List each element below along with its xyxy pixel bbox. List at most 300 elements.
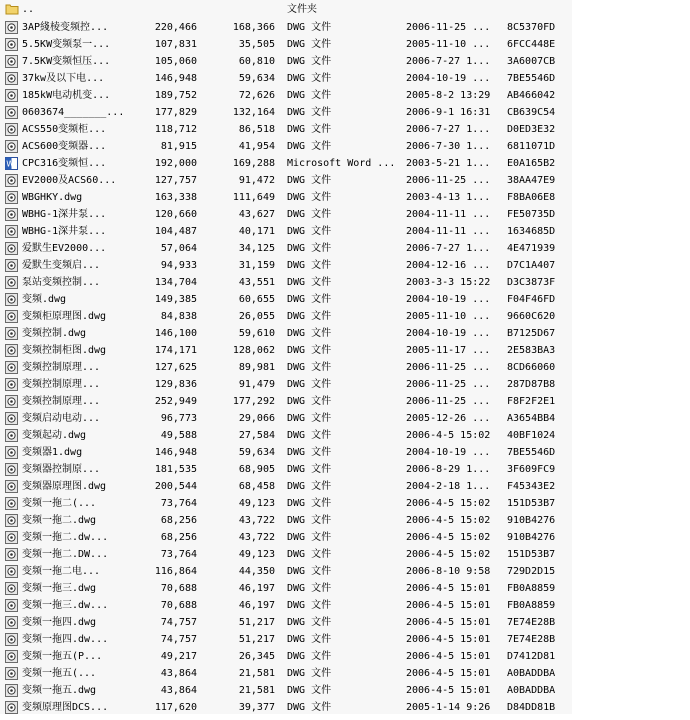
- file-crc: 910B4276: [507, 532, 556, 543]
- dwg-file-icon: [5, 174, 18, 187]
- file-row[interactable]: [0, 359, 572, 376]
- file-modified: 2006-4-5 15:02: [406, 532, 491, 543]
- file-size: 252,949: [154, 396, 197, 407]
- file-packed-size: 27,584: [238, 430, 275, 441]
- file-modified: 2004-10-19 ...: [406, 73, 491, 84]
- file-packed-size: 26,055: [238, 311, 275, 322]
- file-crc: 8C5370FD: [507, 22, 556, 33]
- file-type: DWG 文件: [287, 192, 332, 203]
- dwg-file-icon: [5, 599, 18, 612]
- file-crc: 2E583BA3: [507, 345, 556, 356]
- dwg-file-icon: [5, 225, 18, 238]
- file-row[interactable]: [0, 376, 572, 393]
- file-modified: 2006-4-5 15:01: [406, 651, 491, 662]
- file-crc: 3A6007CB: [507, 56, 556, 67]
- dwg-file-icon: [5, 276, 18, 289]
- file-packed-size: 43,551: [238, 277, 275, 288]
- file-type: DWG 文件: [287, 532, 332, 543]
- file-size: 84,838: [160, 311, 197, 322]
- file-row[interactable]: [0, 342, 572, 359]
- file-packed-size: 60,810: [238, 56, 275, 67]
- file-size: 177,829: [154, 107, 197, 118]
- file-name: WBHG-1深井泵...: [22, 209, 107, 220]
- file-crc: 151D53B7: [507, 498, 556, 509]
- file-type: DWG 文件: [287, 362, 332, 373]
- file-row[interactable]: [0, 478, 572, 495]
- file-modified: 2005-11-10 ...: [406, 311, 491, 322]
- file-packed-size: 35,505: [238, 39, 275, 50]
- dwg-file-icon: [5, 667, 18, 680]
- file-type: DWG 文件: [287, 226, 332, 237]
- file-crc: 7E74E28B: [507, 617, 556, 628]
- file-modified: 2005-11-10 ...: [406, 39, 491, 50]
- file-size: 68,256: [160, 532, 197, 543]
- file-name: 变频.dwg: [22, 294, 67, 305]
- file-type: DWG 文件: [287, 56, 332, 67]
- file-packed-size: 46,197: [238, 600, 275, 611]
- file-row[interactable]: [0, 240, 572, 257]
- file-crc: A0BADDBA: [507, 685, 556, 696]
- file-size: 73,764: [160, 549, 197, 560]
- dwg-file-icon: [5, 633, 18, 646]
- file-crc: 38AA47E9: [507, 175, 556, 186]
- file-row[interactable]: [0, 70, 572, 87]
- file-type: DWG 文件: [287, 617, 332, 628]
- file-size: 174,171: [154, 345, 197, 356]
- file-size: 74,757: [160, 634, 197, 645]
- file-row[interactable]: [0, 393, 572, 410]
- file-size: 127,757: [154, 175, 197, 186]
- file-modified: 2004-12-16 ...: [406, 260, 491, 271]
- file-size: 94,933: [160, 260, 197, 271]
- file-name: 变频一拖二.dwg: [22, 515, 97, 526]
- file-type: DWG 文件: [287, 328, 332, 339]
- file-row[interactable]: [0, 121, 572, 138]
- file-type: DWG 文件: [287, 413, 332, 424]
- file-row[interactable]: [0, 223, 572, 240]
- file-modified: 2006-4-5 15:02: [406, 549, 491, 560]
- file-row[interactable]: [0, 563, 572, 580]
- file-name: 变频控制原理...: [22, 396, 101, 407]
- file-name: 变频控制原理...: [22, 379, 101, 390]
- file-type: DWG 文件: [287, 447, 332, 458]
- file-packed-size: 91,472: [238, 175, 275, 186]
- file-size: 96,773: [160, 413, 197, 424]
- file-modified: 2006-9-1 16:31: [406, 107, 491, 118]
- file-modified: 2006-7-27 1...: [406, 56, 491, 67]
- dwg-file-icon: [5, 531, 18, 544]
- file-packed-size: 128,062: [232, 345, 275, 356]
- dwg-file-icon: [5, 344, 18, 357]
- file-row[interactable]: [0, 461, 572, 478]
- file-crc: 3F609FC9: [507, 464, 556, 475]
- file-packed-size: 46,197: [238, 583, 275, 594]
- file-size: 146,948: [154, 447, 197, 458]
- file-row[interactable]: [0, 699, 572, 716]
- file-name: 变频一拖三.dwg: [22, 583, 97, 594]
- parent-folder-name: ..: [22, 4, 35, 15]
- file-name: 变频原理图DCS...: [22, 702, 109, 713]
- file-row[interactable]: [0, 138, 572, 155]
- dwg-file-icon: [5, 429, 18, 442]
- file-modified: 2003-3-3 15:22: [406, 277, 491, 288]
- file-name: 变频一拖四.dwg: [22, 617, 97, 628]
- file-crc: D0ED3E32: [507, 124, 556, 135]
- file-modified: 2006-4-5 15:01: [406, 668, 491, 679]
- file-name: 爱默生变频启...: [22, 260, 101, 271]
- file-row[interactable]: [0, 291, 572, 308]
- file-modified: 2003-4-13 1...: [406, 192, 491, 203]
- file-packed-size: 177,292: [232, 396, 275, 407]
- dwg-file-icon: [5, 191, 18, 204]
- file-name: EV2000及ACS60...: [22, 175, 117, 186]
- file-size: 107,831: [154, 39, 197, 50]
- file-size: 43,864: [160, 685, 197, 696]
- dwg-file-icon: [5, 548, 18, 561]
- file-type: DWG 文件: [287, 600, 332, 611]
- dwg-file-icon: [5, 514, 18, 527]
- file-name: 变频控制原理...: [22, 362, 101, 373]
- file-type: DWG 文件: [287, 277, 332, 288]
- file-crc: 151D53B7: [507, 549, 556, 560]
- file-crc: FB0A8859: [507, 583, 556, 594]
- file-row[interactable]: [0, 87, 572, 104]
- file-type: DWG 文件: [287, 294, 332, 305]
- file-modified: 2004-10-19 ...: [406, 328, 491, 339]
- file-packed-size: 59,634: [238, 447, 275, 458]
- file-crc: 910B4276: [507, 515, 556, 526]
- file-type: Microsoft Word ...: [287, 158, 396, 169]
- file-packed-size: 31,159: [238, 260, 275, 271]
- dwg-file-icon: [5, 310, 18, 323]
- file-crc: F8F2F2E1: [507, 396, 556, 407]
- file-name: ACS550变频柜...: [22, 124, 107, 135]
- file-packed-size: 59,634: [238, 73, 275, 84]
- file-modified: 2004-10-19 ...: [406, 294, 491, 305]
- file-name: 7.5KW变频恒压...: [22, 56, 111, 67]
- file-crc: D3C3873F: [507, 277, 556, 288]
- dwg-file-icon: [5, 140, 18, 153]
- file-name: 变频器1.dwg: [22, 447, 83, 458]
- file-type: DWG 文件: [287, 107, 332, 118]
- file-row[interactable]: [0, 495, 572, 512]
- dwg-file-icon: [5, 55, 18, 68]
- file-row[interactable]: [0, 257, 572, 274]
- file-modified: 2006-11-25 ...: [406, 396, 491, 407]
- file-packed-size: 21,581: [238, 668, 275, 679]
- file-modified: 2006-4-5 15:01: [406, 685, 491, 696]
- file-size: 118,712: [154, 124, 197, 135]
- file-row[interactable]: [0, 189, 572, 206]
- file-modified: 2005-12-26 ...: [406, 413, 491, 424]
- file-name: 变频控制柜图.dwg: [22, 345, 107, 356]
- dwg-file-icon: [5, 106, 18, 119]
- file-size: 127,625: [154, 362, 197, 373]
- file-packed-size: 60,655: [238, 294, 275, 305]
- file-packed-size: 168,366: [232, 22, 275, 33]
- file-crc: F04F46FD: [507, 294, 556, 305]
- file-size: 104,487: [154, 226, 197, 237]
- file-type: DWG 文件: [287, 141, 332, 152]
- dwg-file-icon: [5, 378, 18, 391]
- file-row[interactable]: [0, 580, 572, 597]
- file-type: DWG 文件: [287, 175, 332, 186]
- file-size: 49,217: [160, 651, 197, 662]
- file-row[interactable]: [0, 444, 572, 461]
- file-row[interactable]: [0, 512, 572, 529]
- file-name: 变频一拖二(...: [22, 498, 97, 509]
- file-type: DWG 文件: [287, 685, 332, 696]
- file-modified: 2004-11-11 ...: [406, 209, 491, 220]
- file-name: 变频柜原理图.dwg: [22, 311, 107, 322]
- file-size: 70,688: [160, 600, 197, 611]
- file-modified: 2003-5-21 1...: [406, 158, 491, 169]
- dwg-file-icon: [5, 293, 18, 306]
- file-row[interactable]: [0, 104, 572, 121]
- dwg-file-icon: [5, 497, 18, 510]
- file-size: 73,764: [160, 498, 197, 509]
- word-document-icon: [5, 157, 18, 170]
- file-row[interactable]: [0, 648, 572, 665]
- file-crc: A0BADDBA: [507, 668, 556, 679]
- file-row[interactable]: [0, 19, 572, 36]
- file-name: ACS600变频器...: [22, 141, 107, 152]
- file-crc: E0A165B2: [507, 158, 556, 169]
- file-modified: 2004-11-11 ...: [406, 226, 491, 237]
- file-modified: 2006-4-5 15:02: [406, 430, 491, 441]
- file-crc: 729D2D15: [507, 566, 556, 577]
- file-size: 49,588: [160, 430, 197, 441]
- file-size: 181,535: [154, 464, 197, 475]
- dwg-file-icon: [5, 259, 18, 272]
- file-name: 5.5KW变频泵一...: [22, 39, 111, 50]
- file-modified: 2006-4-5 15:01: [406, 617, 491, 628]
- file-crc: 1634685D: [507, 226, 556, 237]
- file-name: WBHG-1深井泵...: [22, 226, 107, 237]
- file-size: 149,385: [154, 294, 197, 305]
- file-crc: F8BA06E8: [507, 192, 556, 203]
- file-packed-size: 59,610: [238, 328, 275, 339]
- file-crc: 7BE5546D: [507, 73, 556, 84]
- file-row[interactable]: [0, 427, 572, 444]
- file-name: WBGHKY.dwg: [22, 192, 83, 203]
- file-row[interactable]: [0, 325, 572, 342]
- file-type: DWG 文件: [287, 311, 332, 322]
- file-row[interactable]: [0, 308, 572, 325]
- file-type: DWG 文件: [287, 515, 332, 526]
- file-name: 变频一拖三.dw...: [22, 600, 109, 611]
- file-modified: 2006-11-25 ...: [406, 379, 491, 390]
- file-crc: 4E471939: [507, 243, 556, 254]
- file-packed-size: 68,458: [238, 481, 275, 492]
- dwg-file-icon: [5, 565, 18, 578]
- file-modified: 2005-1-14 9:26: [406, 702, 491, 713]
- file-size: 146,948: [154, 73, 197, 84]
- file-type: DWG 文件: [287, 651, 332, 662]
- file-size: 43,864: [160, 668, 197, 679]
- file-row[interactable]: [0, 155, 572, 172]
- file-type: DWG 文件: [287, 209, 332, 220]
- file-packed-size: 44,350: [238, 566, 275, 577]
- file-crc: 7E74E28B: [507, 634, 556, 645]
- folder-up-icon: [5, 2, 18, 15]
- file-packed-size: 49,123: [238, 498, 275, 509]
- file-type: DWG 文件: [287, 668, 332, 679]
- file-packed-size: 26,345: [238, 651, 275, 662]
- file-row[interactable]: [0, 410, 572, 427]
- file-name: 爱默生EV2000...: [22, 243, 107, 254]
- parent-folder-type: 文件夹: [287, 4, 317, 15]
- dwg-file-icon: [5, 89, 18, 102]
- file-name: 变频一拖二.dw...: [22, 532, 109, 543]
- file-modified: 2006-4-5 15:02: [406, 515, 491, 526]
- file-row[interactable]: [0, 53, 572, 70]
- dwg-file-icon: [5, 38, 18, 51]
- file-packed-size: 43,627: [238, 209, 275, 220]
- file-type: DWG 文件: [287, 22, 332, 33]
- file-name: 变频器原理图.dwg: [22, 481, 107, 492]
- file-modified: 2006-7-27 1...: [406, 124, 491, 135]
- dwg-file-icon: [5, 123, 18, 136]
- file-packed-size: 68,905: [238, 464, 275, 475]
- file-modified: 2006-8-10 9:58: [406, 566, 491, 577]
- file-crc: 40BF1024: [507, 430, 556, 441]
- file-crc: B7125D67: [507, 328, 556, 339]
- file-crc: D84DD81B: [507, 702, 556, 713]
- file-packed-size: 21,581: [238, 685, 275, 696]
- dwg-file-icon: [5, 650, 18, 663]
- file-crc: 287D87B8: [507, 379, 556, 390]
- file-modified: 2006-4-5 15:01: [406, 634, 491, 645]
- file-packed-size: 43,722: [238, 532, 275, 543]
- parent-folder-row[interactable]: [0, 0, 572, 19]
- file-type: DWG 文件: [287, 379, 332, 390]
- file-size: 189,752: [154, 90, 197, 101]
- file-type: DWG 文件: [287, 464, 332, 475]
- file-type: DWG 文件: [287, 481, 332, 492]
- file-crc: 6811071D: [507, 141, 556, 152]
- file-row[interactable]: [0, 597, 572, 614]
- file-row[interactable]: [0, 274, 572, 291]
- dwg-file-icon: [5, 395, 18, 408]
- file-type: DWG 文件: [287, 39, 332, 50]
- file-packed-size: 132,164: [232, 107, 275, 118]
- file-row[interactable]: [0, 546, 572, 563]
- file-size: 68,256: [160, 515, 197, 526]
- file-size: 146,100: [154, 328, 197, 339]
- file-modified: 2005-8-2 13:29: [406, 90, 491, 101]
- file-row[interactable]: [0, 172, 572, 189]
- dwg-file-icon: [5, 480, 18, 493]
- file-row[interactable]: [0, 665, 572, 682]
- dwg-file-icon: [5, 582, 18, 595]
- file-modified: 2004-10-19 ...: [406, 447, 491, 458]
- file-modified: 2004-2-18 1...: [406, 481, 491, 492]
- file-modified: 2006-11-25 ...: [406, 362, 491, 373]
- file-modified: 2006-8-29 1...: [406, 464, 491, 475]
- file-crc: FB0A8859: [507, 600, 556, 611]
- file-size: 192,000: [154, 158, 197, 169]
- dwg-file-icon: [5, 361, 18, 374]
- file-type: DWG 文件: [287, 634, 332, 645]
- file-type: DWG 文件: [287, 345, 332, 356]
- file-name: 3AP綫棱变频控...: [22, 22, 109, 33]
- dwg-file-icon: [5, 463, 18, 476]
- file-modified: 2006-11-25 ...: [406, 22, 491, 33]
- file-name: 37kw及以下电...: [22, 73, 105, 84]
- file-crc: 6FCC448E: [507, 39, 556, 50]
- dwg-file-icon: [5, 208, 18, 221]
- file-type: DWG 文件: [287, 90, 332, 101]
- file-row[interactable]: [0, 614, 572, 631]
- file-name: 变频一拖二.DW...: [22, 549, 109, 560]
- file-crc: AB466042: [507, 90, 556, 101]
- file-size: 163,338: [154, 192, 197, 203]
- dwg-file-icon: [5, 446, 18, 459]
- file-packed-size: 86,518: [238, 124, 275, 135]
- file-packed-size: 34,125: [238, 243, 275, 254]
- file-row[interactable]: [0, 631, 572, 648]
- file-size: 57,064: [160, 243, 197, 254]
- file-type: DWG 文件: [287, 73, 332, 84]
- file-packed-size: 41,954: [238, 141, 275, 152]
- file-crc: A3654BB4: [507, 413, 556, 424]
- dwg-file-icon: [5, 701, 18, 714]
- file-name: 变频一拖五.dwg: [22, 685, 97, 696]
- file-modified: 2006-4-5 15:02: [406, 498, 491, 509]
- file-crc: 7BE5546D: [507, 447, 556, 458]
- file-modified: 2006-7-30 1...: [406, 141, 491, 152]
- file-packed-size: 29,066: [238, 413, 275, 424]
- file-type: DWG 文件: [287, 396, 332, 407]
- svg-text:W: W: [6, 159, 15, 169]
- file-size: 116,864: [154, 566, 197, 577]
- file-modified: 2005-11-17 ...: [406, 345, 491, 356]
- file-name: 变频一拖四.dw...: [22, 634, 109, 645]
- file-packed-size: 89,981: [238, 362, 275, 373]
- file-size: 129,836: [154, 379, 197, 390]
- dwg-file-icon: [5, 412, 18, 425]
- file-row[interactable]: [0, 529, 572, 546]
- file-name: 变频一拖五(...: [22, 668, 97, 679]
- file-size: 117,620: [154, 702, 197, 713]
- file-packed-size: 169,288: [232, 158, 275, 169]
- dwg-file-icon: [5, 242, 18, 255]
- file-modified: 2006-7-27 1...: [406, 243, 491, 254]
- file-crc: CB639C54: [507, 107, 556, 118]
- file-crc: 9660C620: [507, 311, 556, 322]
- file-packed-size: 51,217: [238, 634, 275, 645]
- file-modified: 2006-11-25 ...: [406, 175, 491, 186]
- file-name: CPC316变频恒...: [22, 158, 107, 169]
- file-type: DWG 文件: [287, 549, 332, 560]
- file-size: 81,915: [160, 141, 197, 152]
- file-packed-size: 49,123: [238, 549, 275, 560]
- dwg-file-icon: [5, 616, 18, 629]
- file-size: 134,704: [154, 277, 197, 288]
- dwg-file-icon: [5, 327, 18, 340]
- file-size: 105,060: [154, 56, 197, 67]
- file-name: 0603674_______...: [22, 107, 125, 118]
- file-type: DWG 文件: [287, 124, 332, 135]
- file-name: 185kW电动机变...: [22, 90, 111, 101]
- file-name: 变频一拖五(P...: [22, 651, 103, 662]
- file-row[interactable]: [0, 206, 572, 223]
- file-name: 变频一拖二电...: [22, 566, 101, 577]
- file-name: 变频控制.dwg: [22, 328, 87, 339]
- file-row[interactable]: [0, 682, 572, 699]
- file-row[interactable]: [0, 36, 572, 53]
